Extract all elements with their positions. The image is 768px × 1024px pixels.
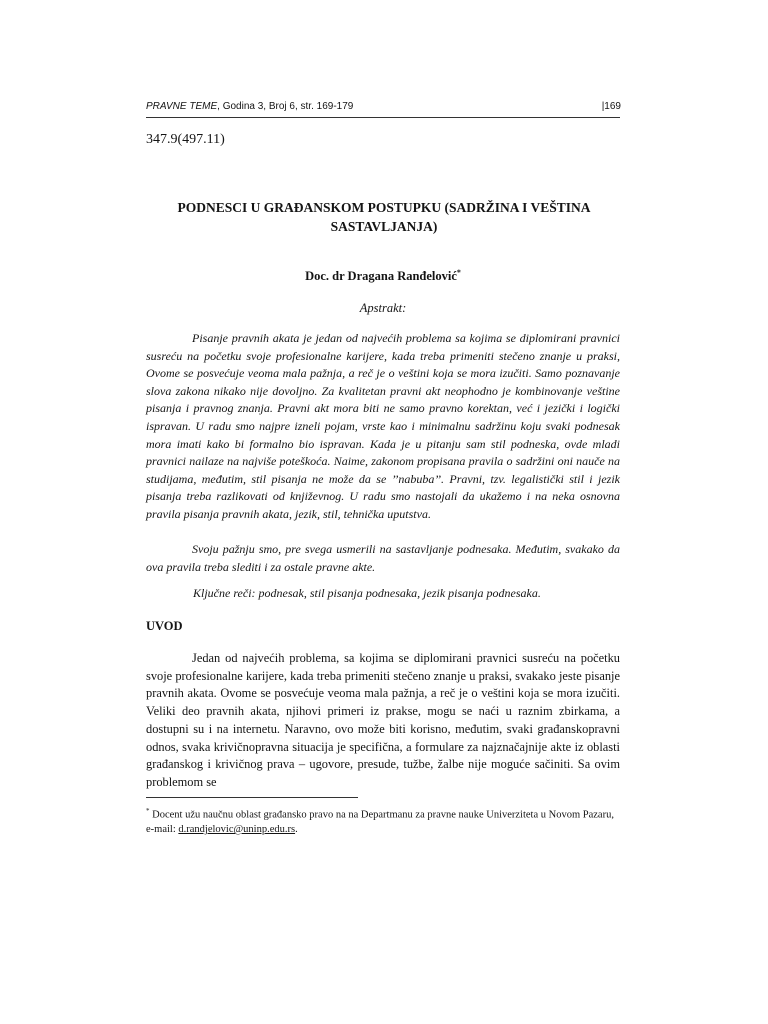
author-name: Doc. dr Dragana Ranđelović (305, 269, 457, 284)
issue-info: , Godina 3, Broj 6, str. 169-179 (217, 101, 354, 112)
footnote-divider (146, 797, 358, 798)
udc-code: 347.9(497.11) (146, 132, 225, 147)
footnote-marker: * (146, 807, 150, 815)
journal-name: PRAVNE TEME (146, 101, 218, 112)
author-footnote-marker: * (456, 268, 461, 277)
article-title: PODNESCI U GRAĐANSKOM POSTUPKU (SADRŽINA I VEŠTINA SASTAVLJANJA) (177, 200, 591, 234)
abstract-paragraph-2: Svoju pažnju smo, pre svega usmerili na sastavljanje podnesaka. Međutim, svakako da ova pravila treba slediti i za ostale pravne akte. (146, 542, 620, 574)
footnote-text: Docent užu naučnu oblast građansko pravo na na Departmanu za pravne nauke Univerziteta u Novom Pazaru, e-mail: (146, 809, 614, 835)
body-paragraph: Jedan od najvećih problema, sa kojima se diplomirani pravnici susreću na početku svoje profesionalne karijere, kada treba primeniti stečeno znanje u praksi, svakako jeste pisanje pravnih akata. Ovome se posvećuje veoma mala pažnja, a reč je o veštini koja se mora izučiti. Veliki deo pravnih akata, njihovi primeri iz prakse, mogu se naći u raznim zbirkama, a dostupni su i na internetu. Naravno, ovo može biti korisno, međutim, svaki građanskopravni odnos, svaka krivičnopravna situacija je specifična, a formulare za najznačajnije akte iz oblasti građanskog i krivičnog prava – ugovore, presude, tužbe, žalbe nije moguće sačiniti. Sa ovim problemom se (146, 651, 620, 789)
running-header (146, 101, 621, 112)
author-line (146, 268, 620, 284)
abstract-paragraph-1: Pisanje pravnih akata je jedan od najvećih problema sa kojima se diplomirani pravnici susreću na početku svoje profesionalne karijere, kada treba primeniti stečeno znanje u praksi, Ovome se posvećuje veoma mala pažnja, a reč je o veštini koja se mora izučiti. Samo poznavanje slova zakona nikako nije dovoljno. Za kvalitetan pravni akt neophodno je kombinovanje veštine pisanja i pravnog znanja. Pravni akt mora biti ne samo pravno korektan, već i jezički i logički ispravan. U radu smo najpre izneli pojam, vrste kao i minimalnu sadržinu koju svaki podnesak mora imati kako bi formalno bio ispravan. Kada je u pitanju sam stil podneska, ovde mladi pravnici nailaze na najviše poteškoća. Naime, zakonom propisana pravila o sadržini oni nauče na studijama, međutim, stil pisanja ne može da se ’’nabuba’’. Pravni, tzv. legalistički stil i jezik pisanja treba razlikovati od književnog. U radu smo nastojali da ukažemo i na neka osnovna pravila pisanja pravnih akata, jezik, stil, tehnička uputstva. (146, 331, 620, 521)
header-divider (146, 117, 620, 118)
abstract-heading: Apstrakt: (359, 301, 407, 315)
keywords: Ključne reči: podnesak, stil pisanja podnesaka, jezik pisanja podnesaka. (193, 586, 541, 600)
section-heading: UVOD (146, 619, 183, 633)
journal-citation (146, 101, 353, 112)
page-number: |169 (601, 101, 621, 112)
footnote (146, 804, 620, 838)
footnote-email-link[interactable]: d.randjelovic@uninp.edu.rs (178, 824, 296, 835)
footnote-tail: . (295, 824, 298, 835)
